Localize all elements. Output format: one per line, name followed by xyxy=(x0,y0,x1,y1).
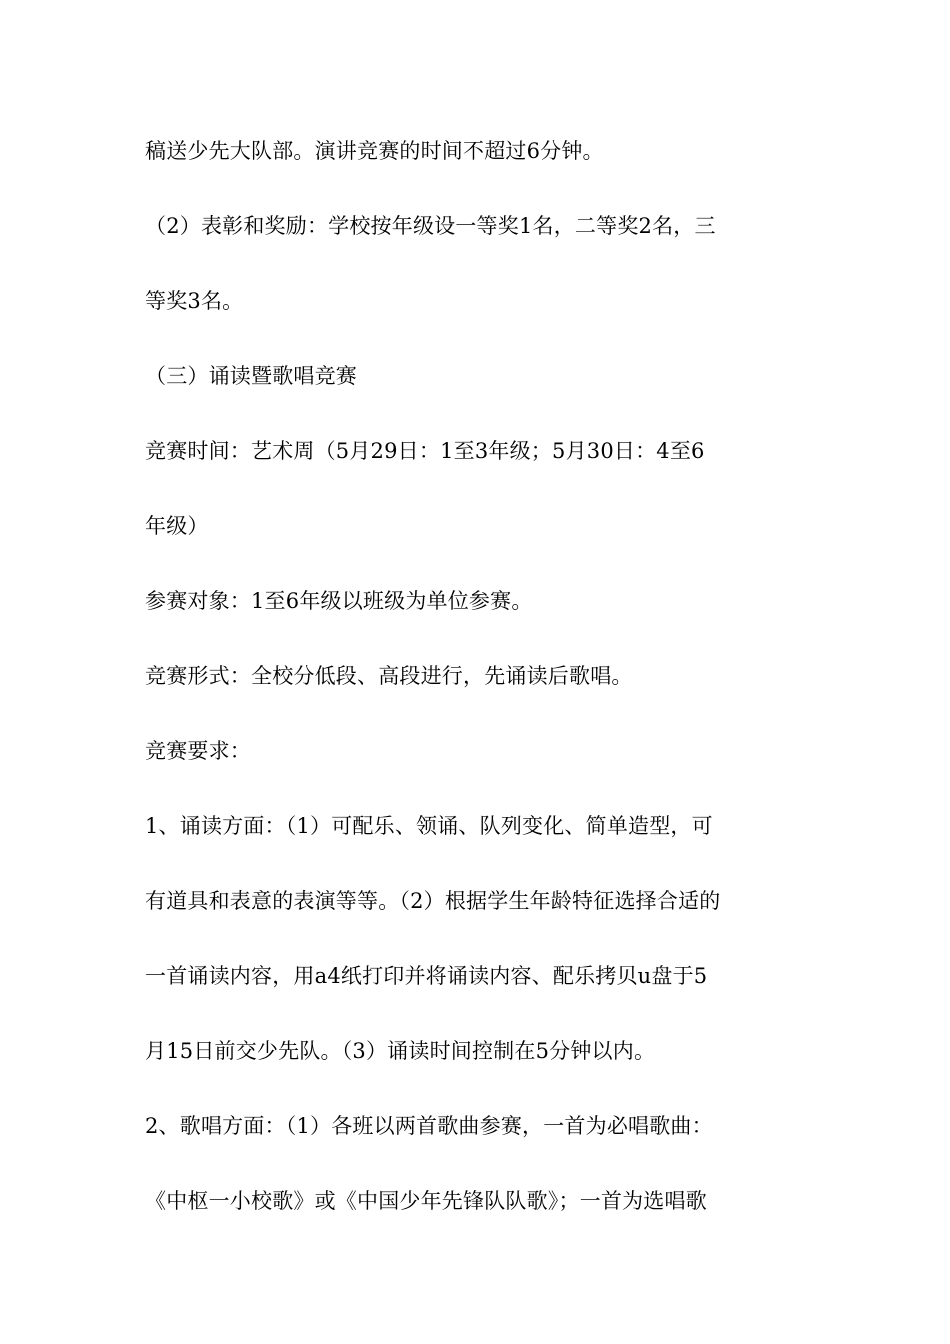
text-line: 《中枢一小校歌》或《中国少年先锋队队歌》；一首为选唱歌 xyxy=(145,1189,707,1213)
text-line: 月15日前交少先队。（3）诵读时间控制在5分钟以内。 xyxy=(145,1039,656,1063)
text-line: 稿送少先大队部。演讲竞赛的时间不超过6分钟。 xyxy=(145,139,604,163)
text-line: 1、诵读方面：（1）可配乐、领诵、队列变化、简单造型，可 xyxy=(145,814,713,838)
text-line: 等奖3名。 xyxy=(145,289,244,313)
text-line: 年级） xyxy=(145,514,209,538)
text-line: 2、歌唱方面：（1）各班以两首歌曲参赛，一首为必唱歌曲： xyxy=(145,1114,713,1138)
text-line: 有道具和表意的表演等等。（2）根据学生年龄特征选择合适的 xyxy=(145,889,721,913)
text-line: 竞赛要求： xyxy=(145,739,251,763)
text-line: 参赛对象：1至6年级以班级为单位参赛。 xyxy=(145,589,533,613)
text-line: 竞赛时间：艺术周（5月29日：1至3年级；5月30日：4至6 xyxy=(145,439,705,463)
text-line: 一首诵读内容，用a4纸打印并将诵读内容、配乐拷贝u盘于5 xyxy=(145,964,708,988)
text-line: 竞赛形式：全校分低段、高段进行，先诵读后歌唱。 xyxy=(145,664,633,688)
section-heading: （三）诵读暨歌唱竞赛 xyxy=(145,364,357,388)
text-line: （2）表彰和奖励：学校按年级设一等奖1名，二等奖2名，三 xyxy=(145,214,716,238)
